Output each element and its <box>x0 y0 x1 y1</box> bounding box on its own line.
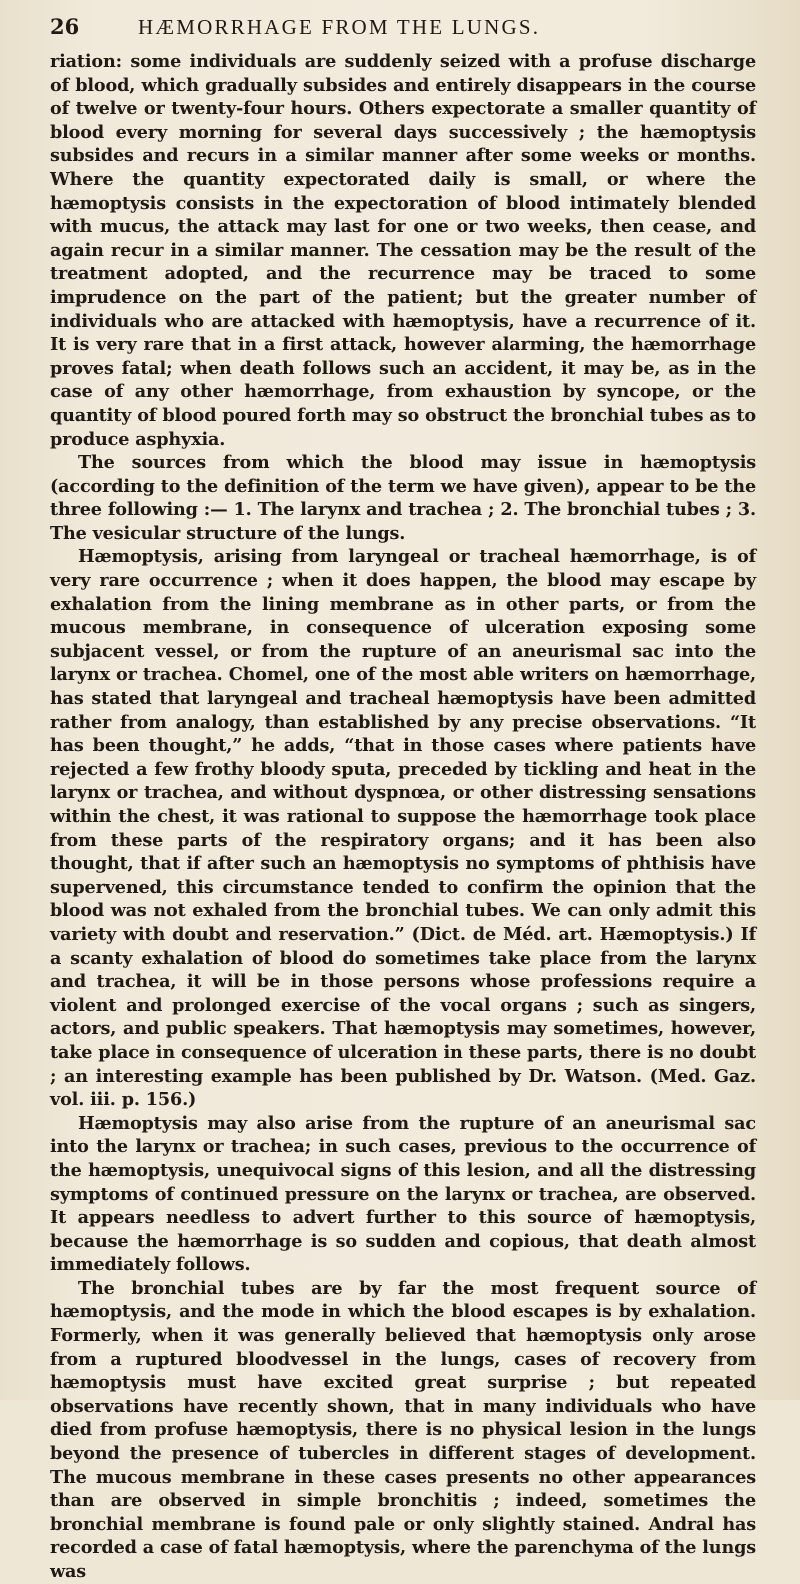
body-text <box>50 50 756 1584</box>
paragraph-aneurism: Hæmoptysis may also arise from the rupture of an aneurismal sac into the larynx or trachea; in such cases, previous to the occurrence of the hæmoptysis, unequivocal signs of this lesion, and all the distressing symptoms of continued pressure on the larynx or trachea, are observed. It appears needless to advert further to this source of hæmoptysis, because the hæmorrhage is so sudden and copious, that death almost immediately follows. <box>50 1112 756 1276</box>
running-head <box>50 14 756 48</box>
paragraph-continuation: riation: some individuals are suddenly seized with a profuse discharge of blood, which gradually subsides and entirely disappears in the course of twelve or twenty-four hours. Others expectorate a smaller quantity of blood every morning for several days successively ; the hæmoptysis subsides and recurs in a similar manner after some weeks or months. Where the quantity expectorated daily is small, or where the hæmoptysis consists in the expectoration of blood intimately blended with mucus, the attack may last for one or two weeks, then cease, and again recur in a similar manner. The cessation may be the result of the treatment adopted, and the recurrence may be traced to some imprudence on the part of the patient; but the greater number of individuals who are attacked with hæmoptysis, have a recurrence of it. It is very rare that in a first attack, however alarming, the hæmorrhage proves fatal; when death follows such an accident, it may be, as in the case of any other hæmorrhage, from exhaustion by syncope, or the quantity of blood poured forth may so obstruct the bronchial tubes as to produce asphyxia. <box>50 51 756 450</box>
paragraph-sources: The sources from which the blood may issue in hæmoptysis (according to the definition of the term we have given), appear to be the three following :— 1. The larynx and trachea ; 2. The bronchial tubes ; 3. The vesicular structure of the lungs. <box>50 452 756 544</box>
paragraph-laryngeal: Hæmoptysis, arising from laryngeal or tracheal hæmorrhage, is of very rare occurrence ; when it does happen, the blood may escape by exhalation from the lining membrane as in other parts, or from the mucous membrane, in consequence of ulceration exposing some subjacent vessel, or from the rupture of an aneurismal sac into the larynx or trachea. Chomel, one of the most able writers on hæmorrhage, has stated that laryngeal and tracheal hæmoptysis have been admitted rather from analogy, than established by any precise observations. “It has been thought,” he adds, “that in those cases where patients have rejected a few frothy bloody sputa, preceded by tickling and heat in the larynx or trachea, and without dyspnœa, or other distressing sensations within the chest, it was rational to suppose the hæmorrhage took place from these parts of the respiratory organs; and it has been also thought, that if after such an hæmoptysis no symptoms of phthisis have supervened, this circumstance tended to confirm the opinion that the blood was not exhaled from the bronchial tubes. We can only admit this variety with doubt and reservation.” (Dict. de Méd. art. Hæmoptysis.) If a scanty exhalation of blood do sometimes take place from the larynx and trachea, it will be in those persons whose professions require a violent and prolonged exercise of the vocal organs ; such as singers, actors, and public speakers. That hæmoptysis may sometimes, however, take place in consequence of ulceration in these parts, there is no doubt ; an interesting example has been published by Dr. Watson. (Med. Gaz. vol. iii. p. 156.) <box>50 546 757 1111</box>
page-number: 26 <box>50 14 80 39</box>
paragraph-bronchial: The bronchial tubes are by far the most frequent source of hæmoptysis, and the mode in which the blood escapes is by exhalation. Formerly, when it was generally believed that hæmoptysis only arose from a ruptured bloodvessel in the lungs, cases of recovery from hæmoptysis must have excited great surprise ; but repeated observations have recently shown, that in many individuals who have died from profuse hæmoptysis, there is no physical lesion in the lungs beyond the presence of tubercles in different stages of development. The mucous membrane in these cases presents no other appearances than are observed in simple bronchitis ; indeed, sometimes the bronchial membrane is found pale or only slightly stained. Andral has recorded a case of fatal hæmoptysis, where the parenchyma of the lungs was <box>50 1277 756 1582</box>
running-title: HÆMORRHAGE FROM THE LUNGS. <box>138 15 541 39</box>
